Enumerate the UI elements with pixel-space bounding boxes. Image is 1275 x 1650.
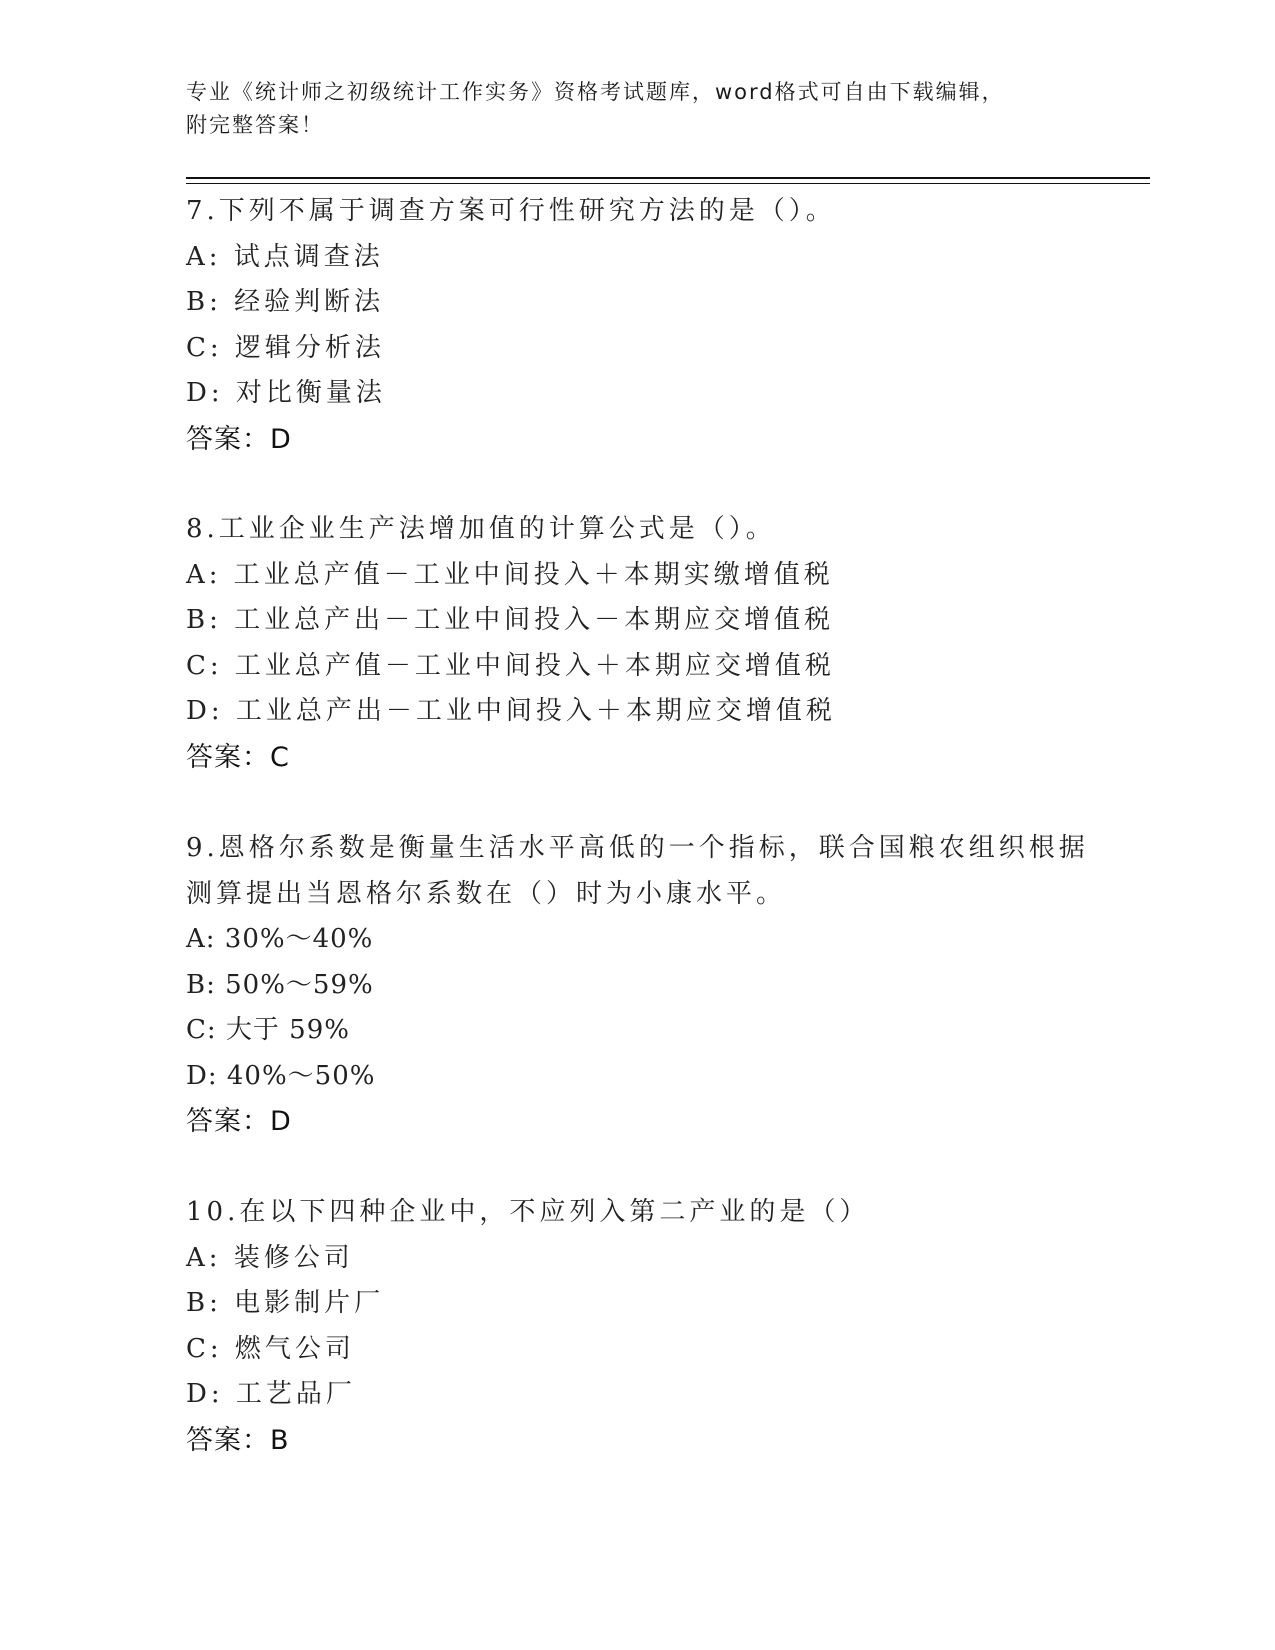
question-block xyxy=(186,1190,1086,1463)
option-a: A: 装修公司 xyxy=(186,1242,354,1273)
question-stem: 9.恩格尔系数是衡量生活水平高低的一个指标，联合国粮农组织根据 xyxy=(186,833,1089,863)
question-stem: 8.工业企业生产法增加值的计算公式是（）。 xyxy=(186,514,776,544)
question-block xyxy=(186,507,1086,780)
question-block xyxy=(186,826,1089,1145)
answer: 答案：B xyxy=(186,1424,290,1456)
option-d: D: 40%～50% xyxy=(186,1060,376,1091)
option-b: B: 电影制片厂 xyxy=(186,1288,385,1318)
option-d: D: 工业总产出－工业中间投入＋本期应交增值税 xyxy=(186,696,836,726)
option-d: D: 对比衡量法 xyxy=(186,378,386,408)
option-b: B: 50%～59% xyxy=(186,969,374,1000)
question-block xyxy=(186,189,1086,462)
option-c: C: 燃气公司 xyxy=(186,1333,355,1364)
question-stem: 7.下列不属于调查方案可行性研究方法的是（）。 xyxy=(186,196,836,226)
option-c: C: 大于 59% xyxy=(186,1015,350,1045)
option-c: C: 工业总产值－工业中间投入＋本期应交增值税 xyxy=(186,650,835,681)
answer: 答案：D xyxy=(186,423,292,455)
header-divider-thin xyxy=(186,183,1150,184)
question-stem-continued: 测算提出当恩格尔系数在（）时为小康水平。 xyxy=(186,878,787,909)
option-a: A: 30%～40% xyxy=(186,924,374,954)
answer: 答案：C xyxy=(186,741,290,773)
option-a: A: 工业总产值－工业中间投入＋本期实缴增值税 xyxy=(186,559,834,590)
header-line-2: 附完整答案！ xyxy=(186,113,324,137)
option-b: B: 工业总产出－工业中间投入－本期应交增值税 xyxy=(186,605,835,635)
option-c: C: 逻辑分析法 xyxy=(186,332,385,363)
option-b: B: 经验判断法 xyxy=(186,287,385,317)
question-stem: 10.在以下四种企业中，不应列入第二产业的是（） xyxy=(186,1197,870,1227)
option-a: A: 试点调查法 xyxy=(186,241,384,272)
option-d: D: 工艺品厂 xyxy=(186,1379,356,1409)
answer: 答案：D xyxy=(186,1106,292,1137)
header-divider-thick xyxy=(186,177,1150,179)
header-line-1: 专业《统计师之初级统计工作实务》资格考试题库，word格式可自由下载编辑， xyxy=(186,80,1005,104)
